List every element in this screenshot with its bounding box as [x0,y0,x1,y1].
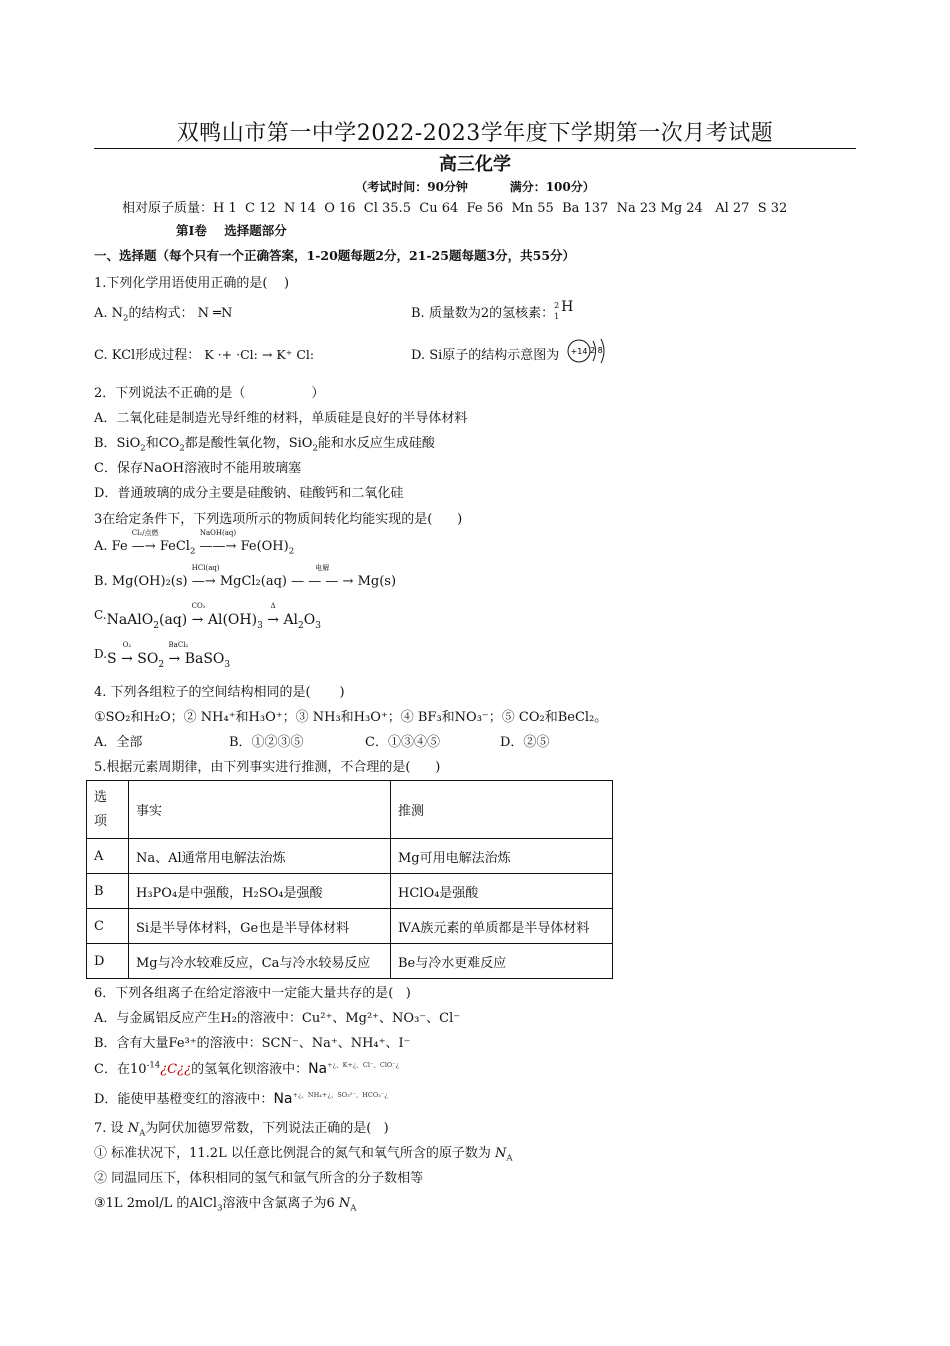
arrow-label: HCl(aq) [191,564,220,572]
exam-subtitle: 高三化学 [439,154,511,175]
q4-option-d: D．②⑤ [500,735,550,750]
q6-c-sodium: Na [308,1061,328,1077]
table-cell: Mg可用电解法治炼 [391,839,613,874]
q4-items: ①SO₂和H₂O；② NH₄⁺和H₃O⁺；③ NH₃和H₃O⁺；④ BF₃和NO₃⁻；⑤ CO₂和BeCl₂。 [94,710,608,725]
q2-b-part: 都是酸性氧化物，SiO [184,436,313,451]
si-nucleus-label: +14 [570,347,588,356]
arrow-label: CO₂ [191,602,206,610]
q3-c-label: C. [94,608,107,622]
q1-a-prefix: A. N [94,306,124,321]
q5-table [86,780,613,979]
q3-c-aq: (aq) [158,612,188,628]
q3-d-end: BaSO [184,651,225,667]
q3-option-b [94,564,397,589]
arrow-icon: → Δ [267,602,279,628]
table-cell: Si是半导体材料，Ge也是半导体材料 [129,909,391,944]
hydrogen-isotope [554,298,576,323]
q3-d-mid: SO [137,651,159,667]
table-cell: Mg与冷水较难反应，Ca与冷水较易反应 [129,944,391,979]
q7-stem [94,1117,389,1139]
q3-c-start: NaAlO [106,612,154,628]
table-header-cell: 事实 [129,781,391,839]
q2-b-part: 和CO [145,436,180,451]
q1-d-text: D. Si原子的结构示意图为 [411,348,560,363]
table-cell: HClO₄是强酸 [391,874,613,909]
arrow-icon: → CO₂ [191,602,206,628]
arrow-icon: → O₂ [121,641,133,667]
avogadro-symbol: N [127,1121,140,1136]
q2-b-sub: 2 [179,443,185,454]
arrow-label: NaOH(aq) [199,529,237,537]
table-cell: Be与冷水更难反应 [391,944,613,979]
arrow-icon: → BaCl₂ [168,641,189,667]
q4-stem: 4. 下列各组粒子的空间结构相同的是( ) [94,685,345,700]
table-row [87,874,613,909]
q6-d-sodium: Na [273,1091,293,1107]
q3-a-mid: FeCl [159,539,190,554]
exam-title: 双鸭山市第一中学2022-2023学年度下学期第一次月考试题 [176,121,774,146]
exam-info: （考试时间：90分钟 满分：100分） [355,180,595,194]
q7-statement-3 [94,1192,357,1214]
arrow-icon: — Cl₂/点燃 → [131,529,159,554]
q3-option-d: D.S → O₂ $SO_2$ → BaCl₂ BaSO$_3$ [94,641,231,670]
avogadro-sub: A [139,1128,146,1139]
q2-b-part: 能和水反应生成硅酸 [317,436,435,451]
table-cell: Na、Al通常用电解法治炼 [129,839,391,874]
q7-s3-pre: ③1L 2mol/L 的AlCl [94,1196,218,1211]
q3-c-mid: Al(OH) [207,612,258,628]
q2-option-c: C．保存NaOH溶液时不能用玻璃塞 [94,461,302,476]
arrow-label: Cl₂/点燃 [131,529,159,537]
q2-stem: 2．下列说法不正确的是（ ） [94,386,325,401]
q3-d-start: S [107,651,117,667]
q3-a-end: Fe(OH) [240,539,289,554]
q1-option-d [411,344,559,363]
q1-b-text: B. 质量数为2的氢核素： [411,306,555,321]
table-row [87,839,613,874]
q6-c-text: C．在10 [94,1062,147,1077]
q2-b-sub: 2 [140,443,146,454]
arrow-label: O₂ [122,641,132,649]
arrow-icon: — HCl(aq) → [191,564,220,589]
table-cell: B [87,874,129,909]
q6-option-b: B．含有大量Fe³⁺的溶液中：SCN⁻、Na⁺、NH₄⁺、I⁻ [94,1036,411,1051]
volume-title: 第Ⅰ卷 选择题部分 [176,223,287,238]
isotope-mass: 2 [554,300,560,310]
si-atom-diagram-icon [565,337,611,367]
kcl-formation-right: → K⁺ Cl: [261,347,315,362]
arrow-icon: —— NaOH(aq) → [199,529,237,554]
q2-option-b [94,432,435,454]
avogadro-symbol: N [494,1146,507,1161]
q3-d-label: D. [94,647,108,661]
q3-c-end-oxygen: O [303,612,316,628]
q1-stem: 1.下列化学用语使用正确的是( ) [94,276,290,291]
q6-option-c [94,1058,399,1077]
table-header-row [87,781,613,839]
q1-c-text: C. KCl形成过程： [94,348,201,363]
q1-option-b [411,298,576,323]
q7-s3-sub: 3 [217,1203,223,1214]
arrow-icon: — — 电解 — → [291,564,354,589]
q4-option-a: A．全部 [94,735,143,750]
q6-stem: 6．下列各组离子在给定溶液中一定能大量共存的是( ) [94,986,411,1001]
q6-option-a: A．与金属铝反应产生H₂的溶液中：Cu²⁺、Mg²⁺、NO₃⁻、Cl⁻ [94,1011,461,1026]
q3-b-start: B. Mg(OH)₂(s) [94,574,188,589]
avogadro-symbol: N [338,1196,351,1211]
q1-a-formula: N ═N [197,306,233,321]
isotope-symbol: H [561,298,574,315]
q2-b-sub: 2 [312,443,318,454]
q3-stem: 3在给定条件下，下列选项所示的物质间转化均能实现的是( ) [94,512,463,527]
q1-a-suffix: 的结构式： [128,306,194,321]
table-row [87,909,613,944]
q3-b-end: Mg(s) [357,574,397,589]
q7-s1-text: ① 标准状况下，11.2L 以任意比例混合的氮气和氧气所含的原子数为 [94,1146,491,1161]
section-title: 一、选择题（每个只有一个正确答案，1-20题每题2分，21-25题每题3分，共55分） [94,248,576,263]
table-cell: H₃PO₄是中强酸，H₂SO₄是强酸 [129,874,391,909]
arrow-label: Δ [270,602,276,610]
q6-c-text2: 的氢氧化钡溶液中： [191,1062,309,1077]
table-header-cell: 推测 [391,781,613,839]
q3-option-c: C.NaAlO$_2$(aq) → CO₂ $Al(OH)_3$ → Δ $Al_2O_3$ [94,602,321,631]
table-row [87,944,613,979]
q3-option-a: A. Fe — Cl₂/点燃 → FeCl$_2$ —— NaOH(aq) → $Fe(OH)_2$ [94,529,295,557]
kcl-formation-left: K ·+ ·Cl: [204,347,258,362]
table-cell: A [87,839,129,874]
q7-stem-pre: 7. 设 [94,1121,124,1136]
q3-c-end: Al [283,612,299,628]
q3-b-mid: MgCl₂(aq) [219,574,287,589]
q6-c-exponent: -14 [146,1060,161,1071]
q7-statement-2: ② 同温同压下，体积相同的氢气和氩气所含的分子数相等 [94,1171,424,1186]
q2-option-d: D．普通玻璃的成分主要是硅酸钠、硅酸钙和二氧化硅 [94,486,404,501]
q5-stem: 5.根据元素周期律，由下列事实进行推测，不合理的是( ) [94,760,441,775]
table-header-cell: 选 项 [87,781,129,839]
table-cell: ⅣA族元素的单质都是半导体材料 [391,909,613,944]
q6-c-garbled: ¿C¿¿ [160,1062,192,1077]
q7-statement-1 [94,1142,513,1164]
title-rule [94,148,856,149]
q2-b-part: B．SiO [94,436,141,451]
q4-option-c: C．①③④⑤ [365,735,440,750]
arrow-label: BaCl₂ [168,641,189,649]
avogadro-sub: A [350,1203,357,1214]
arrow-label: 电解 [315,564,330,572]
q6-option-d [94,1088,388,1107]
q2-option-a: A．二氧化硅是制造光导纤维的材料，单质硅是良好的半导体材料 [94,411,468,426]
avogadro-sub: A [506,1153,513,1164]
q6-d-ions: +¿、NH₄+¿、SO₃²⁻、HCO₃⁻¿ [292,1091,388,1099]
isotope-number: 1 [554,311,560,321]
q1-option-c [94,344,314,363]
q6-c-ions: +¿、K+¿、Cl⁻、ClO⁻¿ [327,1061,400,1069]
si-shell-electrons: 2 8 [590,346,603,355]
q7-stem-post: 为阿伏加德罗常数，下列说法正确的是( ) [145,1121,389,1136]
q7-s3-post: 溶液中含氯离子为6 [222,1196,335,1211]
table-cell: C [87,909,129,944]
table-cell: D [87,944,129,979]
atomic-masses: 相对原子质量：H 1 C 12 N 14 O 16 Cl 35.5 Cu 64 Fe 56 Mn 55 Ba 137 Na 23 Mg 24 Al 27 S 32 [122,201,788,216]
q1-option-a: A. $N_2$的结构式： N ═N [94,306,233,324]
q6-d-text: D．能使甲基橙变红的溶液中： [94,1092,274,1107]
q3-a-start: A. Fe [94,539,128,554]
q4-option-b: B．①②③⑤ [229,735,304,750]
